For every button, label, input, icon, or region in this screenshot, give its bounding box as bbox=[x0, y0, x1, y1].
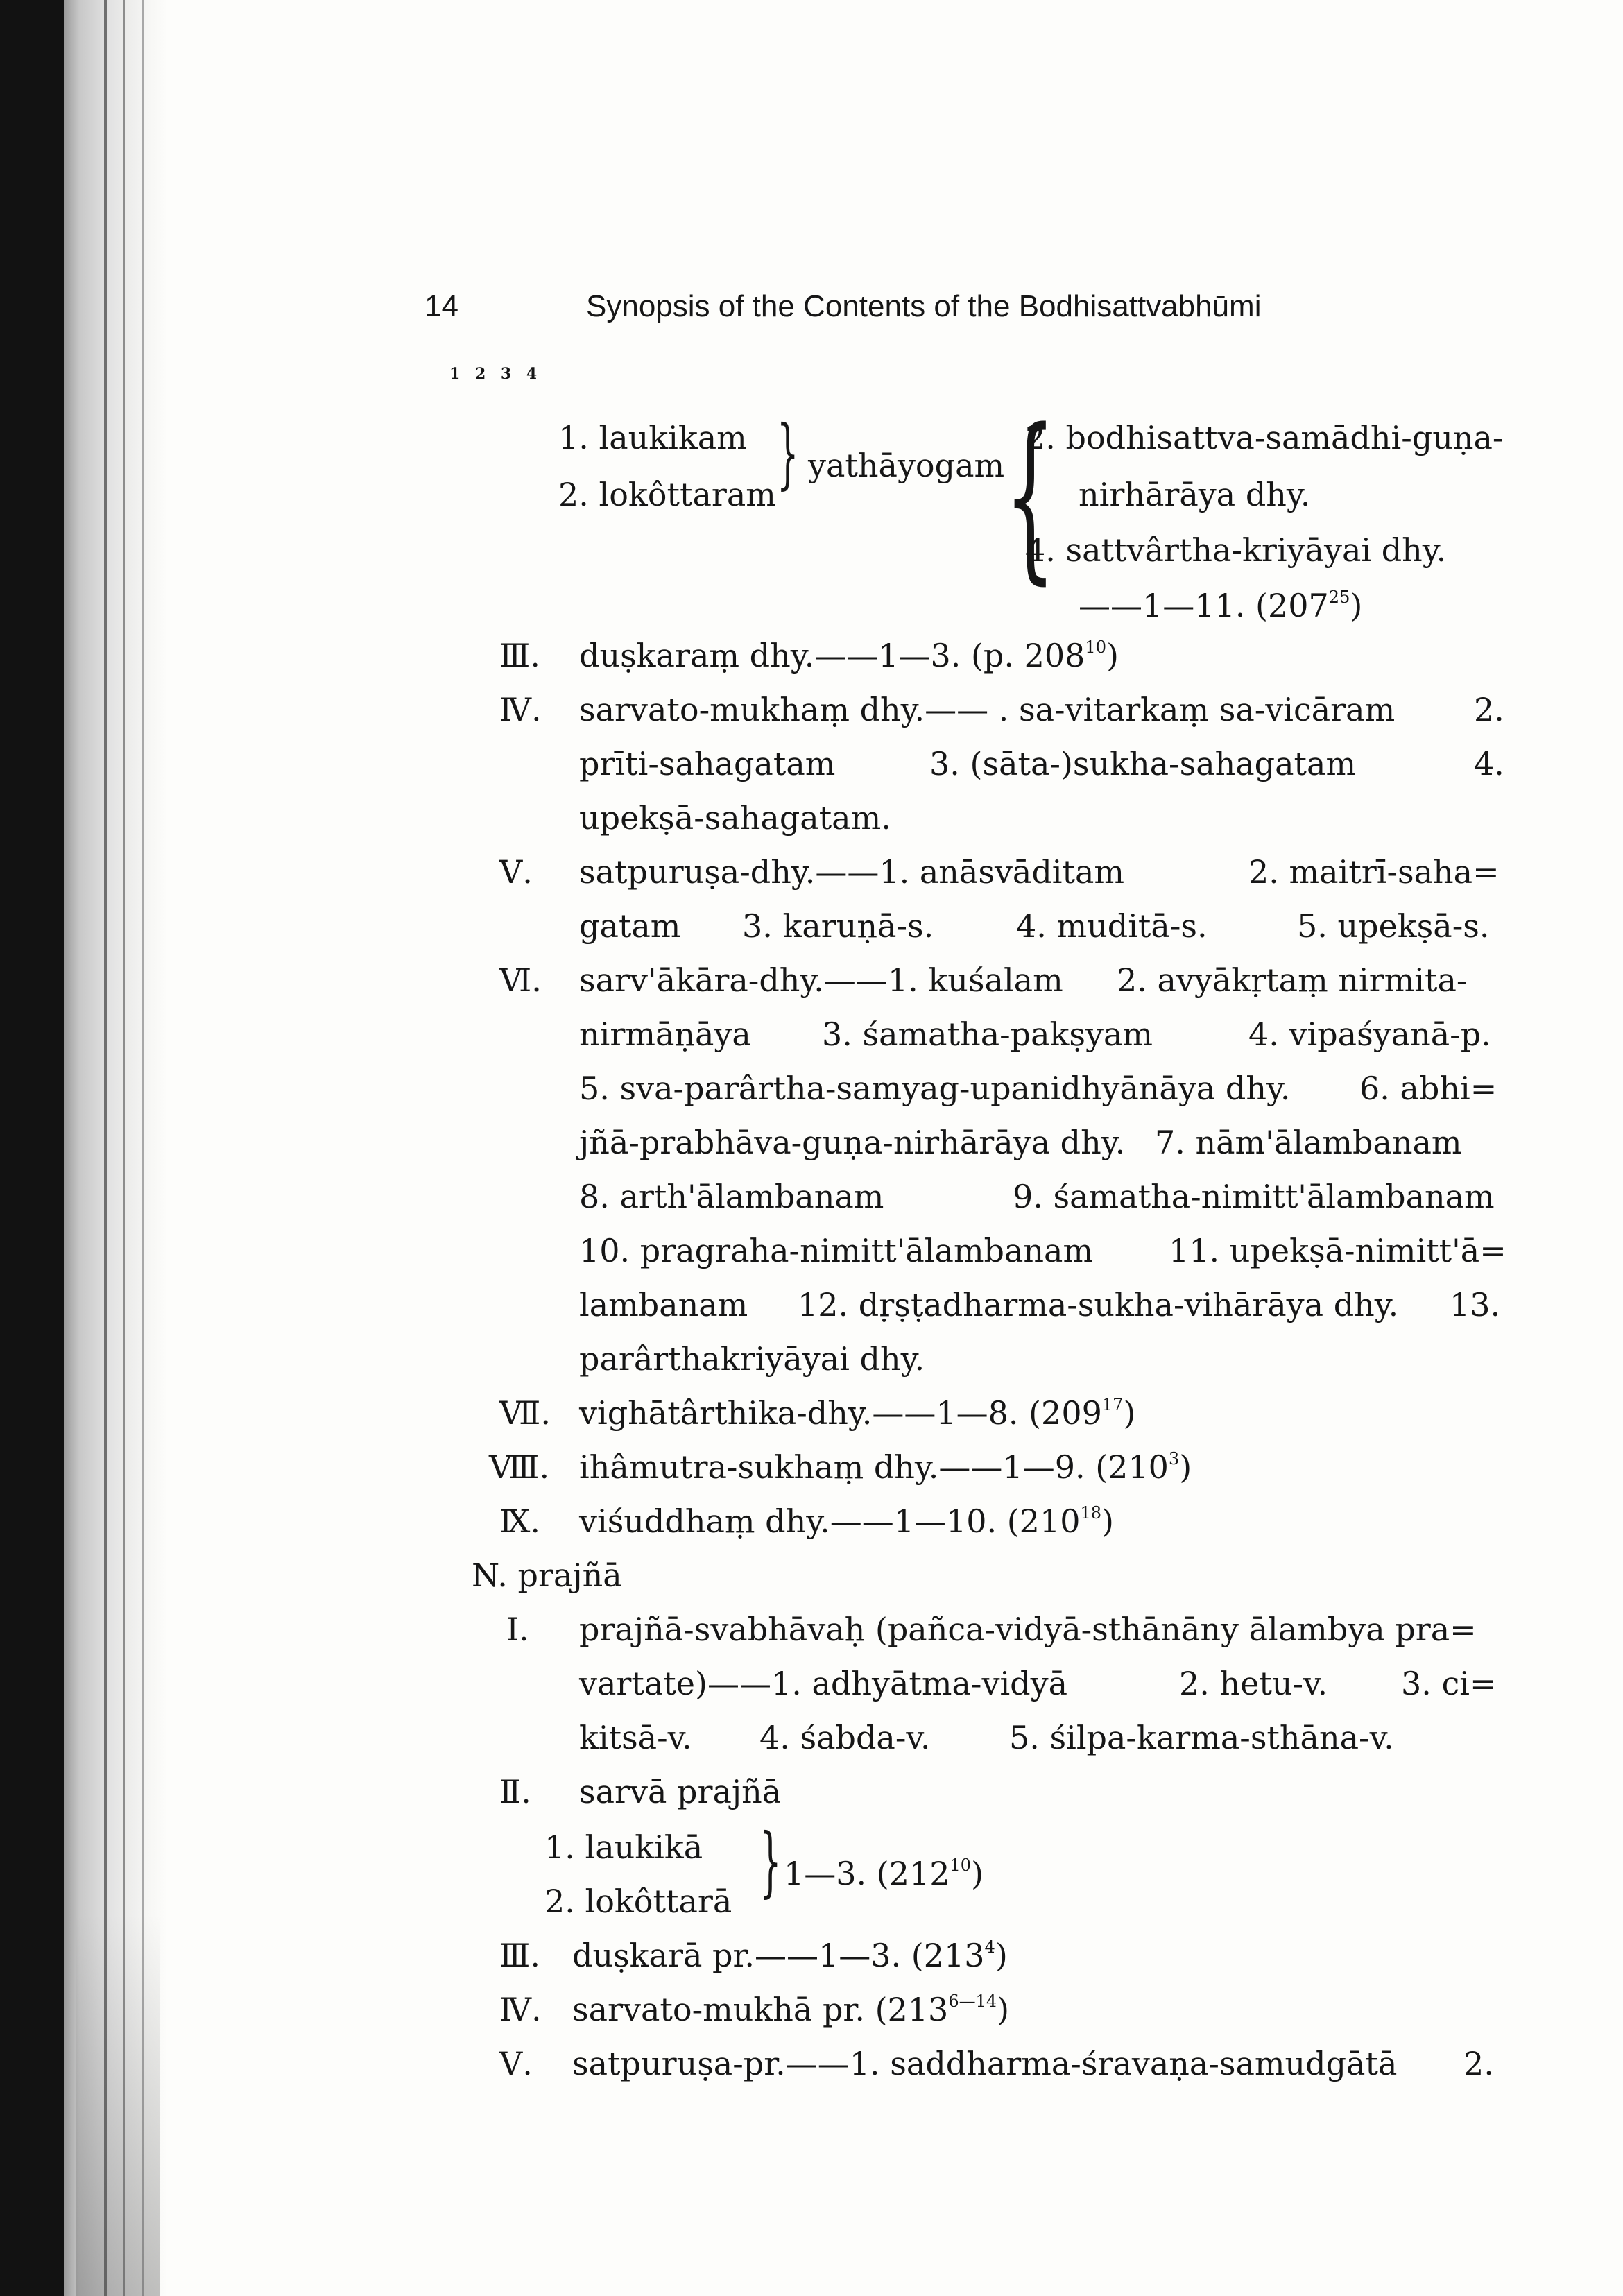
line-vighatarthika: vighātârthika-dhy.——1—8. $(209^{17})$ bbox=[579, 1394, 1136, 1432]
block-right-item-2-cont: nirhārāya dhy. bbox=[1079, 476, 1311, 513]
block-item-laukikam: 1. laukikam bbox=[558, 419, 747, 456]
line-ihamutra: ihâmutra-sukhaṃ dhy.——1—9. $(210^3)$ bbox=[579, 1448, 1192, 1486]
line-satpurusa-a: satpuruṣa-dhy.——1. anāsvāditam bbox=[579, 853, 1125, 891]
column-numbers: 1 2 3 4 bbox=[449, 365, 538, 383]
block-item-lokottaram: 2. lokôttaram bbox=[558, 476, 776, 513]
line-sarvato-mukha-pr: sarvato-mukhā pr. $(213^{6—14})$ bbox=[572, 1991, 1010, 2028]
line-vartate-a: vartate)——1. adhyātma-vidyā bbox=[579, 1665, 1068, 1702]
line-sva-pararatha-a: 5. sva-parârtha-samyag-upanidhyānāya dhy. bbox=[579, 1070, 1291, 1107]
line-gatam-d: 5. upekṣā-s. bbox=[1297, 907, 1490, 945]
roman-6: Ⅵ. bbox=[499, 961, 542, 999]
right-brace-prajna: } bbox=[759, 1817, 782, 1905]
line-pararthakriyayai: parârthakriyāyai dhy. bbox=[579, 1340, 925, 1378]
roman-8: Ⅷ. bbox=[489, 1448, 550, 1486]
line-gatam-b: 3. karuṇā-s. bbox=[742, 907, 934, 945]
roman-3: Ⅲ. bbox=[499, 637, 540, 674]
line-upeksa: upekṣā-sahagatam. bbox=[579, 799, 891, 837]
line-gatam-c: 4. muditā-s. bbox=[1016, 907, 1208, 945]
line-lambanam-c: 13. bbox=[1450, 1286, 1501, 1323]
line-sarvakara-a: sarv'ākāra-dhy.——1. kuśalam bbox=[579, 961, 1063, 999]
roman-5: Ⅴ. bbox=[499, 853, 533, 891]
line-lambanam-b: 12. dṛṣṭadharma-sukha-vihārāya dhy. bbox=[798, 1286, 1399, 1323]
line-jna-b: 7. nām'ālambanam bbox=[1155, 1124, 1462, 1161]
line-kitsa-c: 5. śilpa-karma-sthāna-v. bbox=[1009, 1719, 1394, 1756]
line-vartate-c: 3. ci= bbox=[1401, 1665, 1497, 1702]
running-title: Synopsis of the Contents of the Bodhisattvabhūmi bbox=[586, 289, 1262, 323]
section-prajna: N. prajñā bbox=[472, 1557, 622, 1594]
roman-9: Ⅸ. bbox=[499, 1502, 541, 1540]
line-visuddham: viśuddhaṃ dhy.——1—10. $(210^{18})$ bbox=[579, 1502, 1114, 1540]
line-priti-b: 3. (sāta-)sukha-sahagatam bbox=[929, 745, 1357, 782]
line-sarva-prajna: sarvā prajñā bbox=[579, 1773, 782, 1810]
sub-item-range: 1—3. $(212^{10})$ bbox=[784, 1855, 984, 1892]
roman-4-pr: Ⅳ. bbox=[499, 1991, 542, 2028]
roman-2: Ⅱ. bbox=[499, 1773, 531, 1810]
line-pragraha-b: 11. upekṣā-nimitt'ā= bbox=[1169, 1232, 1506, 1269]
line-duskara-pr: duṣkarā pr.——1—3. $(213^4)$ bbox=[572, 1937, 1008, 1974]
line-sarvato-mukham: sarvato-mukhaṃ dhy.—— . sa-vitarkaṃ sa-vicāram bbox=[579, 691, 1396, 728]
roman-3-pr: Ⅲ. bbox=[499, 1937, 540, 1974]
page-gutter-binding bbox=[0, 0, 173, 2296]
block-right-item-2: 2. bodhisattva-samādhi-guṇa- bbox=[1025, 419, 1504, 456]
line-lambanam-a: lambanam bbox=[579, 1286, 748, 1323]
roman-4: Ⅳ. bbox=[499, 691, 542, 728]
left-brace-right: { bbox=[1004, 391, 1056, 601]
roman-7: Ⅶ. bbox=[499, 1394, 551, 1432]
line-satpurusa-b: 2. maitrī-saha= bbox=[1248, 853, 1500, 891]
line-kitsa-a: kitsā-v. bbox=[579, 1719, 692, 1756]
line-pragraha-a: 10. pragraha-nimitt'ālambanam bbox=[579, 1232, 1094, 1269]
line-vartate-b: 2. hetu-v. bbox=[1179, 1665, 1328, 1702]
line-gatam-a: gatam bbox=[579, 907, 681, 945]
line-jna-a: jñā-prabhāva-guṇa-nirhārāya dhy. bbox=[579, 1124, 1126, 1161]
line-nirmanaya-c: 4. vipaśyanā-p. bbox=[1248, 1016, 1491, 1053]
block-right-item-4: 4. sattvârtha-kriyāyai dhy. bbox=[1025, 531, 1447, 569]
line-sva-pararatha-b: 6. abhi= bbox=[1359, 1070, 1497, 1107]
line-priti-c: 4. bbox=[1474, 745, 1504, 782]
line-nirmanaya-a: nirmāṇāya bbox=[579, 1016, 751, 1053]
sub-item-lokottara: 2. lokôttarā bbox=[544, 1883, 732, 1920]
block-middle-yathayogam: yathāyogam bbox=[808, 447, 1005, 484]
line-satpurusa-pr-end: 2. bbox=[1463, 2045, 1494, 2082]
line-sarvakara-b: 2. avyākṛtaṃ nirmita- bbox=[1117, 961, 1468, 999]
line-satpurusa-pr: satpuruṣa-pr.——1. saddharma-śravaṇa-samudgātā bbox=[572, 2045, 1398, 2082]
line-duskaram: duṣkaraṃ dhy.——1—3. (p. $208^{10}$) bbox=[579, 637, 1119, 674]
line-sarvato-mukham-end: 2. bbox=[1474, 691, 1504, 728]
roman-1: Ⅰ. bbox=[506, 1611, 529, 1648]
page-number: 14 bbox=[424, 289, 458, 323]
line-priti-a: prīti-sahagatam bbox=[579, 745, 836, 782]
roman-5-pr: Ⅴ. bbox=[499, 2045, 533, 2082]
line-arth-b: 9. śamatha-nimitt'ālambanam bbox=[1013, 1178, 1495, 1215]
line-nirmanaya-b: 3. śamatha-pakṣyam bbox=[822, 1016, 1153, 1053]
block-right-range: ——1—11. $(207^{25})$ bbox=[1079, 587, 1363, 624]
right-brace-left: } bbox=[777, 409, 799, 497]
line-arth-a: 8. arth'ālambanam bbox=[579, 1178, 884, 1215]
line-kitsa-b: 4. śabda-v. bbox=[759, 1719, 931, 1756]
sub-item-laukika: 1. laukikā bbox=[544, 1828, 703, 1866]
line-prajna-svabhava: prajñā-svabhāvaḥ (pañca-vidyā-sthānāny ālambya pra= bbox=[579, 1611, 1477, 1648]
